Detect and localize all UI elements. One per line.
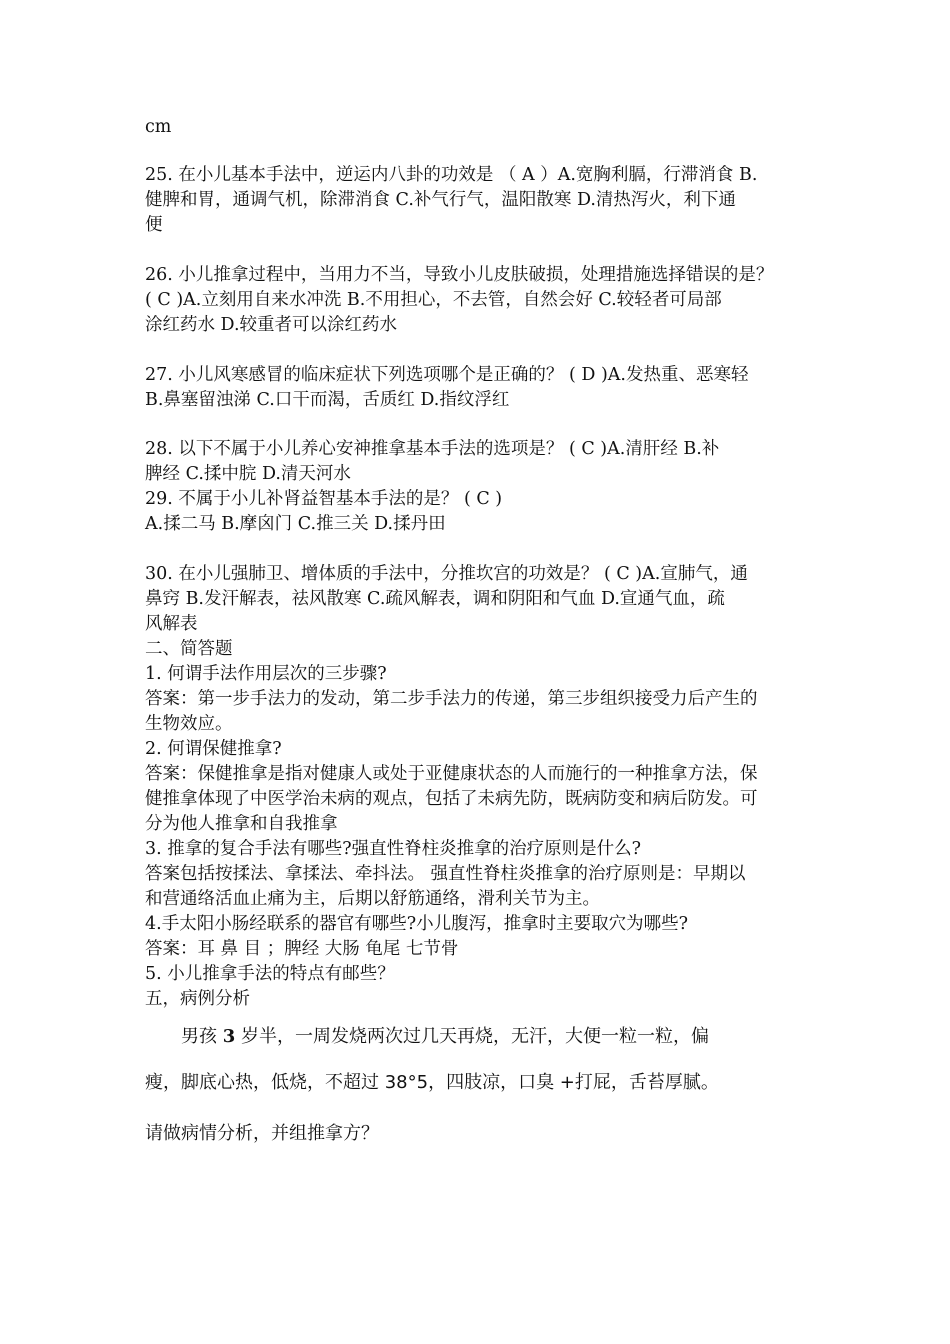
question-text: 1. 何谓手法作用层次的三步骤?	[145, 664, 387, 684]
question-text: 2. 何谓保健推拿?	[145, 739, 282, 759]
question-line: 30. 在小儿强肺卫、增体质的手法中，分推坎宫的功效是？ ( C )A.宣肺气，通	[145, 564, 748, 584]
question-27	[145, 363, 810, 413]
question-25	[145, 163, 810, 238]
question-line: B.鼻塞留浊涕 C.口干而渴，舌质红 D.指纹浮红	[145, 390, 510, 410]
question-text: 5. 小儿推拿手法的特点有邮些？	[145, 964, 395, 984]
answer-text: 和营通络活血止痛为主，后期以舒筋通络，滑利关节为主。	[145, 889, 600, 909]
case-age: 3	[222, 1026, 236, 1047]
question-28	[145, 437, 810, 487]
case-text: 瘦，脚底心热，低烧，不超过 38°5，四肢凉，口臭 +打屁，舌苔厚腻。	[145, 1072, 719, 1093]
answer-text: 答案包括按揉法、拿揉法、牵抖法。 强直性脊柱炎推拿的治疗原则是：早期以	[145, 864, 746, 884]
question-line: 27. 小儿风寒感冒的临床症状下列选项哪个是正确的？ ( D )A.发热重、恶寒轻	[145, 365, 749, 385]
case-line-3	[145, 1121, 845, 1146]
answer-text: 答案：耳 鼻 目 ；脾经 大肠 龟尾 七节骨	[145, 939, 459, 959]
answer-text: 分为他人推拿和自我推拿	[145, 814, 338, 834]
answer-text: 答案：保健推拿是指对健康人或处于亚健康状态的人而施行的一种推拿方法，保	[145, 764, 758, 784]
question-line: 便	[145, 215, 163, 235]
top-fragment	[145, 115, 810, 140]
question-26	[145, 263, 810, 338]
question-line: 涂红药水 D.较重者可以涂红药水	[145, 315, 398, 335]
case-prefix: 男孩	[181, 1026, 217, 1047]
question-line: 鼻窍 B.发汗解表，祛风散寒 C.疏风解表，调和阴阳和气血 D.宣通气血，疏	[145, 589, 725, 609]
question-line: 28. 以下不属于小儿养心安神推拿基本手法的选项是？ ( C )A.清肝经 B.补	[145, 439, 720, 459]
short-answer-section	[145, 637, 810, 1012]
case-text: 岁半，一周发烧两次过几天再烧，无汗，大便一粒一粒，偏	[241, 1026, 709, 1047]
section-heading: 二、简答题	[145, 639, 233, 659]
question-text: 4.手太阳小肠经联系的器官有哪些?小儿腹泻，推拿时主要取穴为哪些?	[145, 914, 688, 934]
case-line-2	[145, 1070, 845, 1095]
question-text: 3. 推拿的复合手法有哪些?强直性脊柱炎推拿的治疗原则是什么?	[145, 839, 642, 859]
fragment-text: cm	[145, 117, 172, 137]
answer-text: 健推拿体现了中医学治未病的观点，包括了未病先防，既病防变和病后防发。可	[145, 789, 758, 809]
section-heading: 五，病例分析	[145, 989, 250, 1009]
question-line: 脾经 C.揉中脘 D.清天河水	[145, 464, 351, 484]
question-line: 25. 在小儿基本手法中，逆运内八卦的功效是 （ A ）A.宽胸利膈，行滞消食 B.	[145, 165, 758, 185]
question-line: 26. 小儿推拿过程中，当用力不当，导致小儿皮肤破损，处理措施选择错误的是？	[145, 265, 774, 285]
answer-text: 答案：第一步手法力的发动，第二步手法力的传递，第三步组织接受力后产生的	[145, 689, 758, 709]
question-line: 健脾和胃，通调气机，除滞消食 C.补气行气，温阳散寒 D.清热泻火，利下通	[145, 190, 736, 210]
answer-text: 生物效应。	[145, 714, 233, 734]
question-line: 29. 不属于小儿补肾益智基本手法的是？ ( C )	[145, 489, 503, 509]
question-30	[145, 562, 810, 637]
question-29	[145, 487, 810, 537]
question-line: A.揉二马 B.摩囟门 C.推三关 D.揉丹田	[145, 514, 446, 534]
case-question: 请做病情分析，并组推拿方？	[145, 1123, 379, 1144]
question-line: ( C )A.立刻用自来水冲洗 B.不用担心，不去管，自然会好 C.较轻者可局部	[145, 290, 722, 310]
question-line: 风解表	[145, 614, 198, 634]
case-line-1	[145, 1024, 845, 1049]
